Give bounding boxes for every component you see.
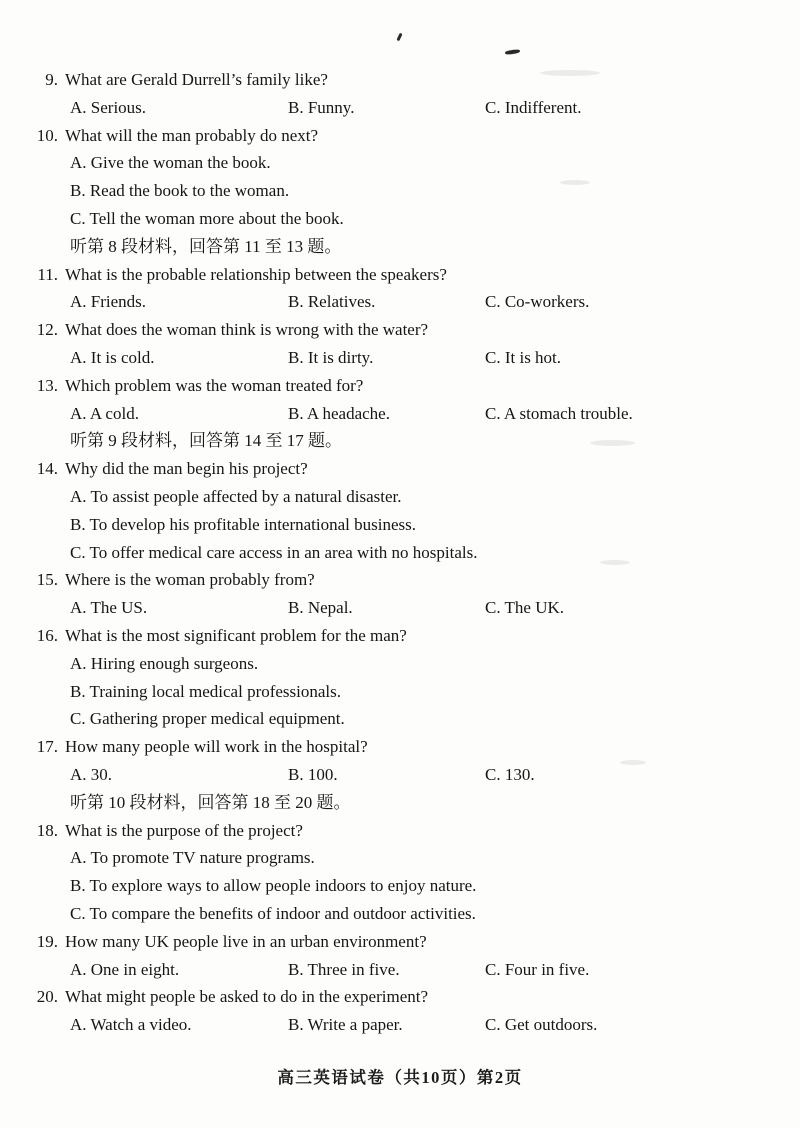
question-text: Why did the man begin his project?	[65, 459, 308, 479]
question	[33, 817, 773, 928]
question	[33, 455, 773, 566]
question	[33, 261, 773, 317]
option: A. Give the woman the book.	[70, 153, 271, 173]
question-number: 10.	[36, 125, 58, 145]
option: B. Write a paper.	[288, 1015, 403, 1035]
question-text: How many UK people live in an urban environment?	[65, 931, 427, 951]
question-number: 14.	[36, 459, 58, 479]
option: B. Nepal.	[288, 598, 353, 618]
question-text: How many people will work in the hospital?	[65, 737, 368, 757]
question-number: 9.	[45, 70, 58, 89]
section-note: 听第 9 段材料，回答第 14 至 17 题。	[70, 431, 342, 451]
question-text: What will the man probably do next?	[65, 125, 319, 145]
option: A. Watch a video.	[70, 1015, 192, 1035]
question-number: 12.	[36, 320, 58, 340]
question-text: What are Gerald Durrell’s family like?	[65, 70, 328, 89]
question	[33, 928, 773, 984]
option: B. Training local medical professionals.	[70, 681, 342, 701]
option: C. To offer medical care access in an area with no hospitals.	[70, 542, 478, 562]
question	[33, 622, 773, 733]
option: B. Three in five.	[288, 959, 400, 979]
option: C. To compare the benefits of indoor and outdoor activities.	[70, 903, 476, 923]
question-text: What does the woman think is wrong with the water?	[65, 320, 429, 340]
option: B. To develop his profitable international business.	[70, 514, 416, 534]
scan-artifact	[396, 33, 402, 42]
question	[33, 316, 773, 372]
question	[33, 566, 773, 622]
option: A. A cold.	[70, 403, 139, 423]
question-text: What is the most significant problem for the man?	[65, 625, 407, 645]
option: C. It is hot.	[485, 347, 562, 367]
question-text: What is the purpose of the project?	[65, 820, 303, 840]
question-number: 18.	[36, 820, 58, 840]
option: C. Gathering proper medical equipment.	[70, 709, 345, 729]
question-number: 13.	[36, 375, 58, 395]
option: C. Co-workers.	[485, 292, 590, 312]
option: B. It is dirty.	[288, 347, 374, 367]
option: C. Get outdoors.	[485, 1015, 598, 1035]
option: B. A headache.	[288, 403, 390, 423]
option: A. 30.	[70, 764, 113, 784]
question-text: What might people be asked to do in the experiment?	[65, 987, 429, 1007]
option: C. Four in five.	[485, 959, 590, 979]
option: B. Read the book to the woman.	[70, 181, 290, 201]
question-number: 16.	[36, 625, 58, 645]
option: B. To explore ways to allow people indoors to enjoy nature.	[70, 876, 477, 896]
question	[33, 66, 773, 122]
option: C. 130.	[485, 764, 535, 784]
question-number: 11.	[37, 264, 58, 284]
option: C. Tell the woman more about the book.	[70, 208, 344, 228]
question-text: What is the probable relationship between the speakers?	[65, 264, 447, 284]
section-note: 听第 8 段材料，回答第 11 至 13 题。	[70, 236, 342, 256]
option: A. Serious.	[70, 97, 147, 117]
option: A. It is cold.	[70, 347, 155, 367]
question	[33, 733, 773, 789]
option: A. Hiring enough surgeons.	[70, 653, 259, 673]
scan-artifact	[505, 49, 520, 55]
question	[33, 983, 773, 1039]
question-text: Which problem was the woman treated for?	[65, 375, 364, 395]
question-list	[33, 66, 773, 1039]
option: B. Funny.	[288, 97, 355, 117]
question	[33, 372, 773, 428]
section-note: 听第 10 段材料，回答第 18 至 20 题。	[70, 792, 351, 812]
option: A. To promote TV nature programs.	[70, 848, 315, 868]
question-text: Where is the woman probably from?	[65, 570, 315, 590]
question-number: 20.	[36, 987, 58, 1007]
page-footer: 高三英语试卷（共10页）第2页	[277, 1068, 523, 1087]
option: A. One in eight.	[70, 959, 180, 979]
option: C. The UK.	[485, 598, 565, 618]
option: A. Friends.	[70, 292, 147, 312]
question-number: 19.	[36, 931, 58, 951]
question	[33, 122, 773, 233]
option: A. To assist people affected by a natural disaster.	[70, 486, 402, 506]
option: C. Indifferent.	[485, 97, 582, 117]
question-number: 15.	[36, 570, 58, 590]
option: B. Relatives.	[288, 292, 376, 312]
question-number: 17.	[36, 737, 58, 757]
option: B. 100.	[288, 764, 338, 784]
option: A. The US.	[70, 598, 148, 618]
option: C. A stomach trouble.	[485, 403, 633, 423]
